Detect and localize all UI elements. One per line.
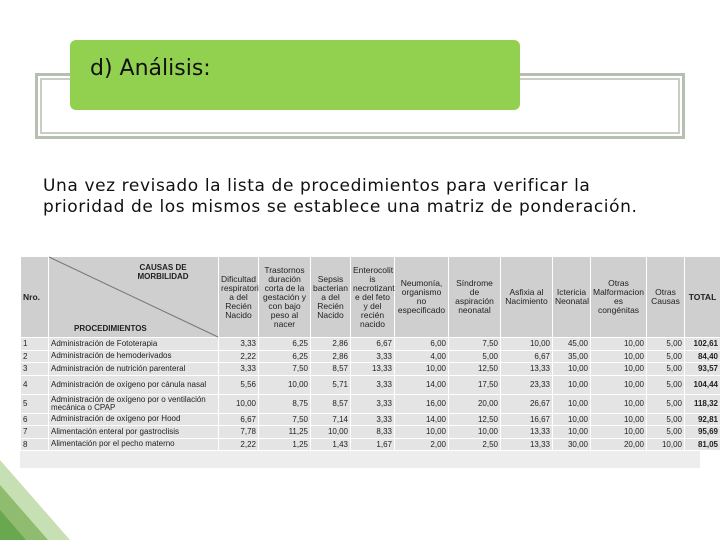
row-number-cell: 8: [21, 438, 49, 451]
header-col-6: Síndrome de aspiración neonatal: [449, 257, 501, 338]
value-cell: 3,33: [351, 413, 395, 426]
value-cell: 45,00: [553, 338, 591, 351]
value-cell: 14,00: [395, 375, 449, 394]
row-number-cell: 5: [21, 394, 49, 413]
table-row: [21, 375, 721, 394]
value-cell: 6,67: [219, 413, 259, 426]
value-cell: 14,00: [395, 413, 449, 426]
table-row: [21, 438, 721, 451]
value-cell: 1,67: [351, 438, 395, 451]
value-cell: 10,00: [553, 413, 591, 426]
value-cell: 5,00: [449, 350, 501, 363]
value-cell: 8,57: [311, 363, 351, 376]
value-cell: 5,00: [647, 394, 685, 413]
row-number-cell: 6: [21, 413, 49, 426]
value-cell: 10,00: [591, 350, 647, 363]
value-cell: 3,33: [219, 363, 259, 376]
value-cell: 3,33: [351, 375, 395, 394]
total-cell: 104,44: [685, 375, 721, 394]
value-cell: 8,57: [311, 394, 351, 413]
value-cell: 35,00: [553, 350, 591, 363]
table-row: [21, 350, 721, 363]
value-cell: 5,00: [647, 350, 685, 363]
header-col-5: Neumonía, organismo no especificado: [395, 257, 449, 338]
value-cell: 10,00: [311, 426, 351, 439]
ponderation-matrix: [20, 256, 718, 468]
procedure-name-cell: Alimentación por el pecho materno: [49, 438, 219, 451]
value-cell: 2,00: [395, 438, 449, 451]
value-cell: 23,33: [501, 375, 553, 394]
header-col-10: Otras Causas: [647, 257, 685, 338]
value-cell: 2,22: [219, 350, 259, 363]
value-cell: 7,50: [449, 338, 501, 351]
value-cell: 7,78: [219, 426, 259, 439]
header-col-2: Trastornos duración corta de la gestación y con bajo peso al nacer: [259, 257, 311, 338]
value-cell: 5,00: [647, 375, 685, 394]
value-cell: 6,25: [259, 338, 311, 351]
value-cell: 12,50: [449, 413, 501, 426]
value-cell: 6,67: [351, 338, 395, 351]
header-col-1: Dificultad respiratori a del Recién Nacido: [219, 257, 259, 338]
value-cell: 17,50: [449, 375, 501, 394]
value-cell: 13,33: [351, 363, 395, 376]
value-cell: 3,33: [219, 338, 259, 351]
slide-title: d) Análisis:: [90, 56, 211, 81]
total-cell: 84,40: [685, 350, 721, 363]
header-causas-label: CAUSAS DE MORBILIDAD: [137, 263, 189, 281]
value-cell: 10,00: [501, 338, 553, 351]
value-cell: 16,67: [501, 413, 553, 426]
total-cell: 81,05: [685, 438, 721, 451]
header-col-4: Enterocolit is necrotizant e del feto y del recién nacido: [351, 257, 395, 338]
value-cell: 13,33: [501, 426, 553, 439]
value-cell: 1,25: [259, 438, 311, 451]
row-number-cell: 2: [21, 350, 49, 363]
procedure-name-cell: Administración de nutrición parenteral: [49, 363, 219, 376]
value-cell: 2,86: [311, 338, 351, 351]
value-cell: 6,00: [395, 338, 449, 351]
value-cell: 20,00: [591, 438, 647, 451]
row-number-cell: 1: [21, 338, 49, 351]
value-cell: 10,00: [219, 394, 259, 413]
value-cell: 10,00: [553, 394, 591, 413]
value-cell: 7,50: [259, 363, 311, 376]
value-cell: 1,43: [311, 438, 351, 451]
value-cell: 6,25: [259, 350, 311, 363]
value-cell: 5,00: [647, 363, 685, 376]
value-cell: 10,00: [591, 338, 647, 351]
value-cell: 5,00: [647, 338, 685, 351]
header-causas: [49, 257, 219, 338]
header-col-3: Sepsis bacterian a del Recién Nacido: [311, 257, 351, 338]
value-cell: 5,71: [311, 375, 351, 394]
total-cell: 118,32: [685, 394, 721, 413]
value-cell: 10,00: [591, 413, 647, 426]
value-cell: 20,00: [449, 394, 501, 413]
value-cell: 13,33: [501, 438, 553, 451]
value-cell: 10,00: [647, 438, 685, 451]
value-cell: 26,67: [501, 394, 553, 413]
value-cell: 6,67: [501, 350, 553, 363]
value-cell: 10,00: [553, 426, 591, 439]
value-cell: 5,00: [647, 413, 685, 426]
value-cell: 16,00: [395, 394, 449, 413]
value-cell: 7,50: [259, 413, 311, 426]
table-row: [21, 426, 721, 439]
procedure-name-cell: Administración de hemoderivados: [49, 350, 219, 363]
value-cell: 5,00: [647, 426, 685, 439]
value-cell: 8,75: [259, 394, 311, 413]
value-cell: 10,00: [449, 426, 501, 439]
value-cell: 10,00: [395, 426, 449, 439]
value-cell: 10,00: [591, 363, 647, 376]
value-cell: 4,00: [395, 350, 449, 363]
header-col-7: Asfixia al Nacimiento: [501, 257, 553, 338]
corner-decoration: [0, 440, 90, 540]
total-cell: 102,61: [685, 338, 721, 351]
value-cell: 7,14: [311, 413, 351, 426]
value-cell: 10,00: [553, 363, 591, 376]
table-row: [21, 413, 721, 426]
value-cell: 2,50: [449, 438, 501, 451]
row-number-cell: 4: [21, 375, 49, 394]
header-procedimientos-label: PROCEDIMIENTOS: [74, 324, 147, 333]
value-cell: 10,00: [553, 375, 591, 394]
value-cell: 10,00: [591, 426, 647, 439]
total-cell: 95,69: [685, 426, 721, 439]
procedure-name-cell: Administración de Fototerapia: [49, 338, 219, 351]
table-row: [21, 363, 721, 376]
procedure-name-cell: Administración de oxígeno por Hood: [49, 413, 219, 426]
header-total: TOTAL: [685, 257, 721, 338]
value-cell: 10,00: [591, 394, 647, 413]
header-col-9: Otras Malformacion es congénitas: [591, 257, 647, 338]
table-row: [21, 338, 721, 351]
matrix-body: [21, 338, 721, 451]
procedure-name-cell: Alimentación enteral por gastroclisis: [49, 426, 219, 439]
value-cell: 11,25: [259, 426, 311, 439]
header-nro: Nro.: [21, 257, 49, 338]
total-cell: 93,57: [685, 363, 721, 376]
value-cell: 5,56: [219, 375, 259, 394]
value-cell: 30,00: [553, 438, 591, 451]
procedure-name-cell: Administración de oxígeno por o ventilación mecánica o CPAP: [49, 394, 219, 413]
value-cell: 3,33: [351, 394, 395, 413]
procedure-name-cell: Administración de oxígeno por cánula nasal: [49, 375, 219, 394]
value-cell: 10,00: [395, 363, 449, 376]
row-number-cell: 3: [21, 363, 49, 376]
total-cell: 92,81: [685, 413, 721, 426]
value-cell: 12,50: [449, 363, 501, 376]
value-cell: 3,33: [351, 350, 395, 363]
header-col-8: Ictericia Neonatal: [553, 257, 591, 338]
value-cell: 10,00: [591, 375, 647, 394]
value-cell: 2,86: [311, 350, 351, 363]
value-cell: 10,00: [259, 375, 311, 394]
slide-paragraph: Una vez revisado la lista de procedimientos para verificar la prioridad de los mismos se establece una matriz de ponderación.: [43, 176, 638, 217]
value-cell: 8,33: [351, 426, 395, 439]
table-row: [21, 394, 721, 413]
matrix-table: [20, 256, 721, 451]
value-cell: 2,22: [219, 438, 259, 451]
row-number-cell: 7: [21, 426, 49, 439]
value-cell: 13,33: [501, 363, 553, 376]
